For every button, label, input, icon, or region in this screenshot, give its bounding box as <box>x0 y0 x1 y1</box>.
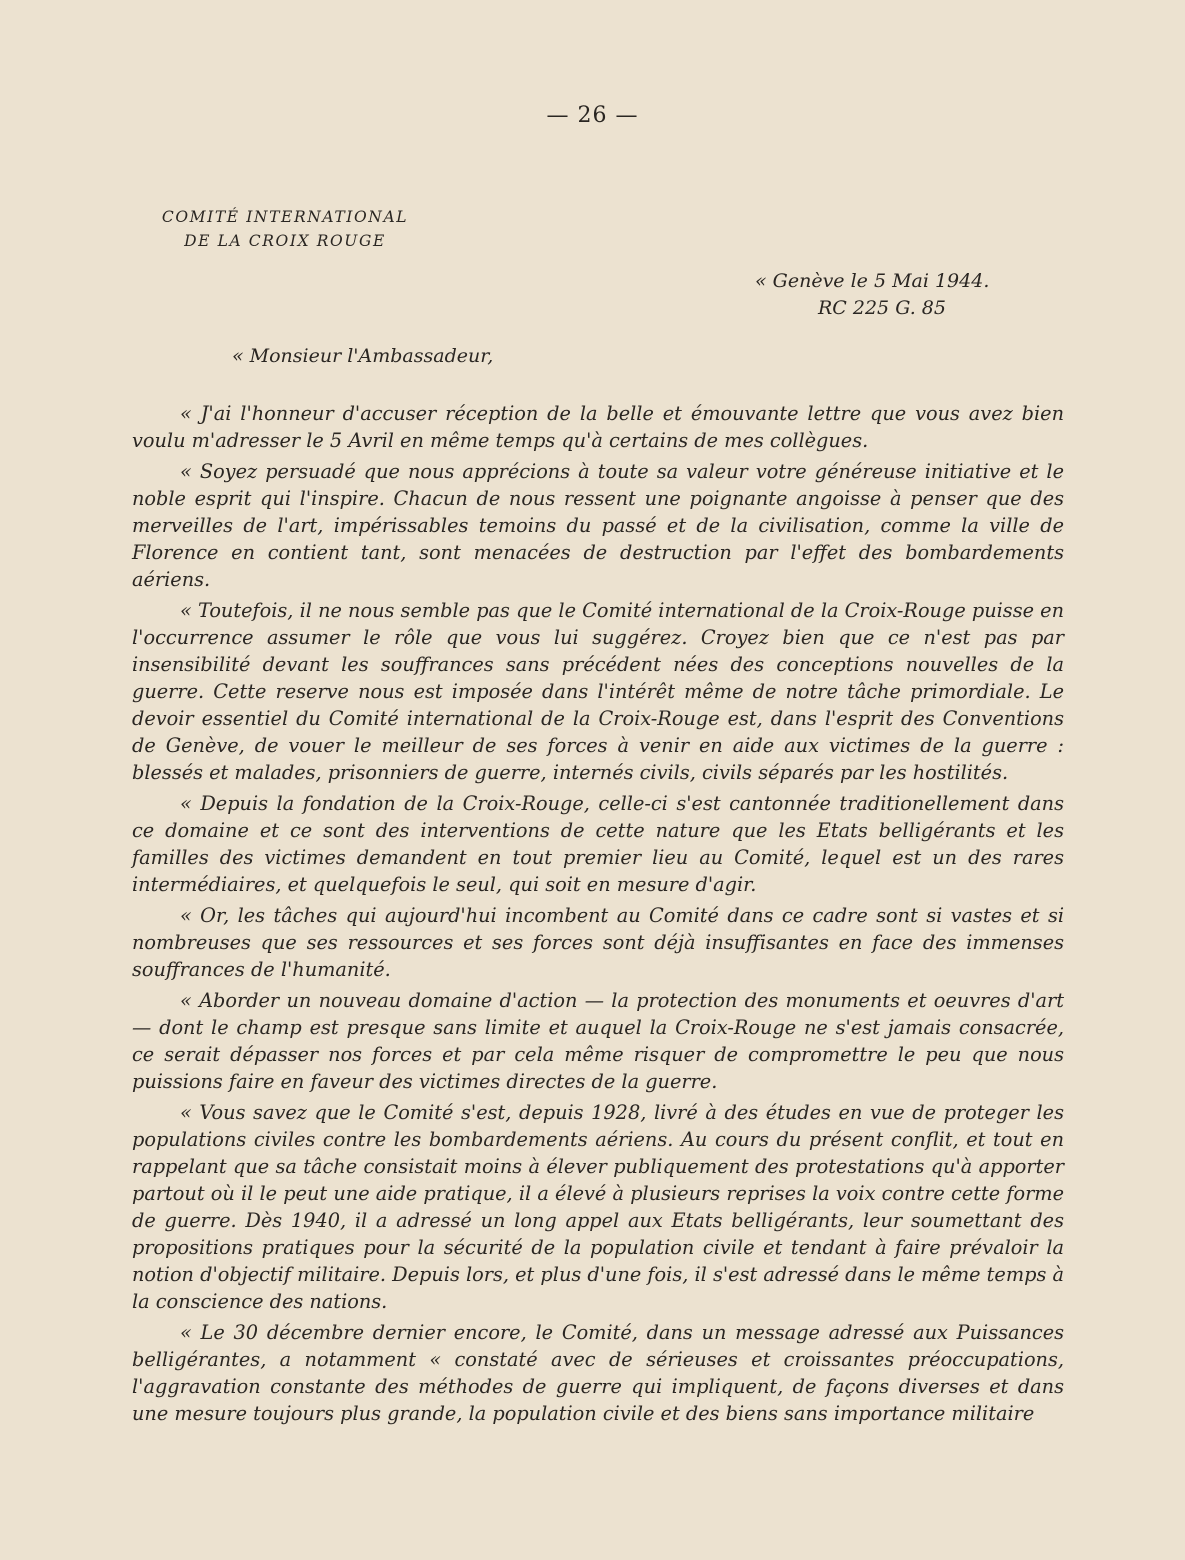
paragraph-4: « Depuis la fondation de la Croix-Rouge, celle-ci s'est cantonnée traditionellement dans ce domaine et ce sont des interventions de cette nature que les Etats belligérants et les familles des victimes demandent en tout premier lieu au Comité, lequel est un des rares intermédiaires, et quelquefois le seul, qui soit en mesure d'agir. <box>132 792 1064 896</box>
paragraph-5: « Or, les tâches qui aujourd'hui incombent au Comité dans ce cadre sont si vastes et si nombreuses que ses ressources et ses forces sont déjà insuffisantes en face des immenses souffrances de l'humanité. <box>132 904 1064 981</box>
paragraph-2: « Soyez persuadé que nous apprécions à toute sa valeur votre généreuse initiative et le noble esprit qui l'inspire. Chacun de nous ressent une poignante angoisse à penser que des merveilles de l'art, impérissables temoins du passé et de la civilisation, comme la ville de Florence en contient tant, sont menacées de destruction par l'effet des bombardements aériens. <box>132 460 1064 591</box>
paragraph-3: « Toutefois, il ne nous semble pas que le Comité international de la Croix-Rouge puisse en l'occurrence assumer le rôle que vous lui suggérez. Croyez bien que ce n'est pas par insensibilité devant les souffrances sans précédent nées des conceptions nouvelles de la guerre. Cette reserve nous est imposée dans l'intérêt même de notre tâche primordiale. Le devoir essentiel du Comité international de la Croix-Rouge est, dans l'esprit des Conventions de Genève, de vouer le meilleur de ses forces à venir en aide aux victimes de la guerre : blessés et malades, prisonniers de guerre, internés civils, civils séparés par les hostilités. <box>132 599 1064 784</box>
paragraph-8: « Le 30 décembre dernier encore, le Comité, dans un message adressé aux Puissances belligérantes, a notamment « constaté avec de sérieuses et croissantes préoccupations, l'aggravation constante des méthodes de guerre qui impliquent, de façons diverses et dans une mesure toujours plus grande, la population civile et des biens sans importance militaire <box>132 1321 1064 1425</box>
letter-body <box>132 400 1064 1431</box>
salutation: « Monsieur l'Ambassadeur, <box>232 345 494 367</box>
letterhead-organization <box>135 205 435 253</box>
letterhead-line-2: DE LA CROIX ROUGE <box>184 232 386 250</box>
paragraph-6: « Aborder un nouveau domaine d'action — la protection des monuments et oeuvres d'art — dont le champ est presque sans limite et auquel la Croix-Rouge ne s'est jamais consacrée, ce serait dépasser nos forces et par cela même risquer de compromettre le peu que nous puissions faire en faveur des victimes directes de la guerre. <box>132 989 1064 1093</box>
letter-date: « Genève le 5 Mai 1944. <box>755 270 990 292</box>
letterhead-line-1: COMITÉ INTERNATIONAL <box>161 208 409 226</box>
page-number: — 26 — <box>546 103 639 128</box>
paragraph-1: « J'ai l'honneur d'accuser réception de la belle et émouvante lettre que vous avez bien voulu m'adresser le 5 Avril en même temps qu'à certains de mes collègues. <box>132 402 1064 452</box>
letter-reference: RC 225 G. 85 <box>818 297 946 319</box>
paragraph-7: « Vous savez que le Comité s'est, depuis 1928, livré à des études en vue de proteger les populations civiles contre les bombardements aériens. Au cours du présent conflit, et tout en rappelant que sa tâche consistait moins à élever publiquement des protestations qu'à apporter partout où il le peut une aide pratique, il a élevé à plusieurs reprises la voix contre cette forme de guerre. Dès 1940, il a adressé un long appel aux Etats belligérants, leur soumettant des propositions pratiques pour la sécurité de la population civile et tendant à faire prévaloir la notion d'objectif militaire. Depuis lors, et plus d'une fois, il s'est adressé dans le même temps à la conscience des nations. <box>132 1101 1064 1313</box>
